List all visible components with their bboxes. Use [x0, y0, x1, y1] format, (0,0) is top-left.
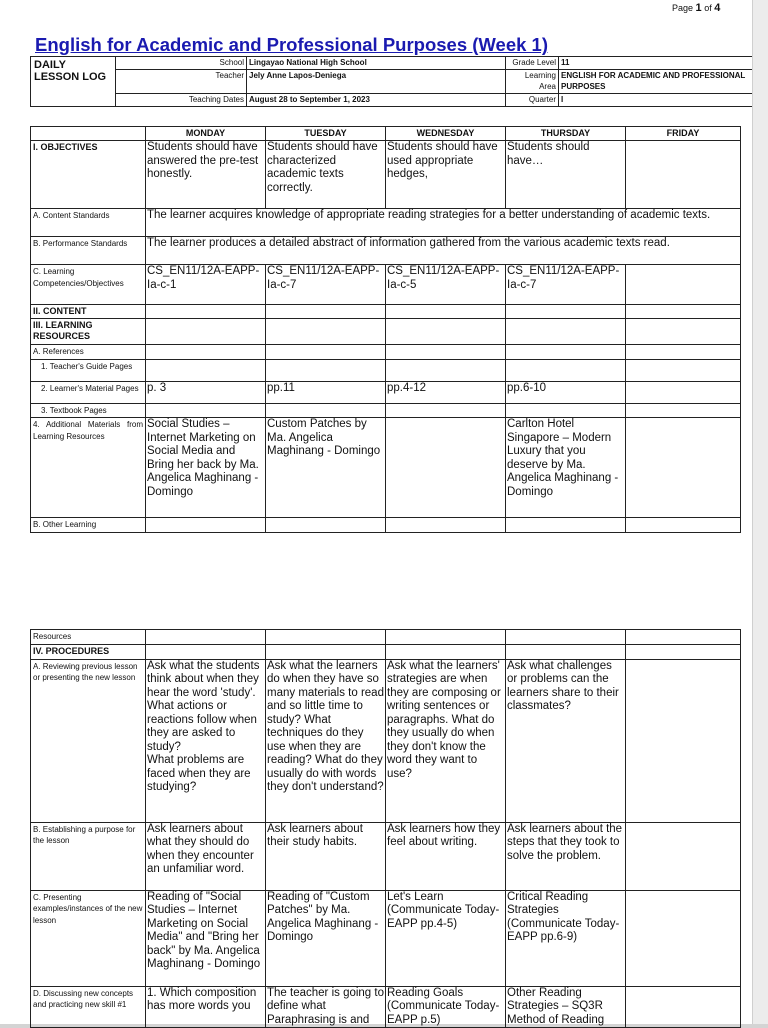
presenting-thursday: Critical Reading Strategies (Communicate Today-EAPP pp.6-9) — [506, 890, 626, 986]
table-row — [31, 630, 741, 645]
additional-wednesday — [386, 418, 506, 518]
competencies-monday: CS_EN11/12A-EAPP-Ia-c-1 — [146, 265, 266, 305]
row-label-content-standards: A. Content Standards — [31, 209, 146, 237]
establishing-tuesday: Ask learners about their study habits. — [266, 822, 386, 890]
area-value: ENGLISH FOR ACADEMIC AND PROFESSIONAL PURPOSES — [559, 70, 768, 94]
competencies-thursday: CS_EN11/12A-EAPP-Ia-c-7 — [506, 265, 626, 305]
lesson-table — [30, 126, 741, 533]
presenting-monday: Reading of "Social Studies – Internet Marketing on Social Media" and "Bring her back" by Ma. Angelica Maghinang - Domingo — [146, 890, 266, 986]
additional-friday — [626, 418, 741, 518]
header-table — [30, 56, 768, 107]
row-label-performance-standards: B. Performance Standards — [31, 237, 146, 265]
row-label-learning-resources: III. LEARNING RESOURCES — [31, 319, 146, 345]
corner-cell — [31, 127, 146, 141]
document-title: English for Academic and Professional Purposes (Week 1) — [35, 34, 549, 55]
establishing-thursday: Ask learners about the steps that they took to solve the problem. — [506, 822, 626, 890]
reviewing-thursday: Ask what challenges or problems can the learners share to their classmates? — [506, 659, 626, 822]
row-label-establishing: B. Establishing a purpose for the lesson — [31, 822, 146, 890]
teacher-value: Jely Anne Lapos-Deniega — [247, 70, 506, 94]
row-label-objectives: I. OBJECTIVES — [31, 141, 146, 209]
objectives-wednesday: Students should have used appropriate hedges, — [386, 141, 506, 209]
objectives-tuesday: Students should have characterized academic texts correctly. — [266, 141, 386, 209]
table-row — [31, 141, 741, 209]
objectives-thursday: Students should have… — [506, 141, 626, 209]
school-label: School — [116, 57, 247, 70]
discussing-wednesday: Reading Goals (Communicate Today-EAPP p.5) — [386, 986, 506, 1028]
table-row — [31, 345, 741, 360]
table-row — [31, 418, 741, 518]
lm-friday — [626, 381, 741, 403]
table-row — [31, 659, 741, 822]
lm-wednesday: pp.4-12 — [386, 381, 506, 403]
table-row — [31, 890, 741, 986]
grade-label: Grade Level — [506, 57, 559, 70]
row-label-textbook: 3. Textbook Pages — [31, 403, 146, 418]
establishing-wednesday: Ask learners how they feel about writing. — [386, 822, 506, 890]
page-of: of — [704, 3, 712, 13]
row-label-procedures: IV. PROCEDURES — [31, 644, 146, 659]
lm-thursday: pp.6-10 — [506, 381, 626, 403]
quarter-value: I — [559, 94, 768, 107]
competencies-wednesday: CS_EN11/12A-EAPP-Ia-c-5 — [386, 265, 506, 305]
quarter-label: Quarter — [506, 94, 559, 107]
objectives-friday — [626, 141, 741, 209]
grade-value: 11 — [559, 57, 768, 70]
competencies-friday — [626, 265, 741, 305]
school-value: Lingayao National High School — [247, 57, 506, 70]
presenting-friday — [626, 890, 741, 986]
reviewing-friday — [626, 659, 741, 822]
page-total: 4 — [714, 2, 721, 14]
dates-label: Teaching Dates — [116, 94, 247, 107]
discussing-thursday: Other Reading Strategies – SQ3R Method of Reading — [506, 986, 626, 1028]
additional-tuesday: Custom Patches by Ma. Angelica Maghinang - Domingo — [266, 418, 386, 518]
objectives-monday: Students should have answered the pre-test honestly. — [146, 141, 266, 209]
reviewing-wednesday: Ask what the learners' strategies are when they are composing or writing sentences or paragraphs. What do they usually do when they don't know the word they want to use? — [386, 659, 506, 822]
row-label-competencies: C. Learning Competencies/Objectives — [31, 265, 146, 305]
dll-label: DAILY LESSON LOG — [31, 57, 116, 107]
page-prefix: Page — [672, 3, 694, 13]
table-row — [31, 359, 741, 381]
reviewing-monday: Ask what the students think about when they hear the word 'study'. What actions or reactions follow when they are asked to study? What problems are faced when they are studying? — [146, 659, 266, 822]
table-row — [31, 265, 741, 305]
establishing-monday: Ask learners about what they should do when they encounter an unfamiliar word. — [146, 822, 266, 890]
vertical-scrollbar[interactable] — [752, 0, 768, 1024]
table-row — [31, 237, 741, 265]
table-row — [31, 518, 741, 533]
row-label-content: II. CONTENT — [31, 305, 146, 319]
table-row — [31, 319, 741, 345]
table-row — [31, 381, 741, 403]
competencies-tuesday: CS_EN11/12A-EAPP-Ia-c-7 — [266, 265, 386, 305]
row-label-discussing: D. Discussing new concepts and practicing new skill #1 — [31, 986, 146, 1028]
table-row — [31, 986, 741, 1028]
row-label-presenting: C. Presenting examples/instances of the new lesson — [31, 890, 146, 986]
table-row — [31, 822, 741, 890]
dates-value: August 28 to September 1, 2023 — [247, 94, 506, 107]
presenting-tuesday: Reading of "Custom Patches" by Ma. Angelica Maghinang - Domingo — [266, 890, 386, 986]
presenting-wednesday: Let's Learn (Communicate Today-EAPP pp.4-5) — [386, 890, 506, 986]
table-row — [31, 209, 741, 237]
row-label-teachers-guide: 1. Teacher's Guide Pages — [31, 359, 146, 381]
area-label: Learning Area — [506, 70, 559, 94]
row-label-references: A. References — [31, 345, 146, 360]
lm-tuesday: pp.11 — [266, 381, 386, 403]
day-header-wednesday: WEDNESDAY — [386, 127, 506, 141]
additional-thursday: Carlton Hotel Singapore – Modern Luxury that you deserve by Ma. Angelica Maghinang - Domingo — [506, 418, 626, 518]
table-row — [31, 644, 741, 659]
additional-monday: Social Studies – Internet Marketing on Social Media and Bring her back by Ma. Angelica Maghinang - Domingo — [146, 418, 266, 518]
reviewing-tuesday: Ask what the learners do when they have so many materials to read and so little time to study? What techniques do they use when they are reading? What do they usually do with words they don't understand? — [266, 659, 386, 822]
page-current: 1 — [695, 2, 702, 14]
row-label-other-learning: B. Other Learning — [31, 518, 146, 533]
row-label-reviewing: A. Reviewing previous lesson or presenting the new lesson — [31, 659, 146, 822]
performance-standards-text: The learner produces a detailed abstract of information gathered from the various academic texts read. — [146, 237, 741, 265]
day-header-friday: FRIDAY — [626, 127, 741, 141]
discussing-monday: 1. Which composition has more words you — [146, 986, 266, 1028]
day-header-tuesday: TUESDAY — [266, 127, 386, 141]
lesson-table-continued — [30, 629, 741, 1028]
establishing-friday — [626, 822, 741, 890]
day-header-monday: MONDAY — [146, 127, 266, 141]
row-label-additional-materials: 4. Additional Materials from Learning Resources — [31, 418, 146, 518]
day-header-thursday: THURSDAY — [506, 127, 626, 141]
row-label-learners-material: 2. Learner's Material Pages — [31, 381, 146, 403]
row-label-resources-continued: Resources — [31, 630, 146, 645]
table-row — [31, 403, 741, 418]
page-indicator — [672, 2, 720, 14]
lm-monday: p. 3 — [146, 381, 266, 403]
teacher-label: Teacher — [116, 70, 247, 94]
discussing-tuesday: The teacher is going to define what Paraphrasing is and — [267, 986, 384, 1026]
discussing-friday — [626, 986, 741, 1028]
content-standards-text: The learner acquires knowledge of appropriate reading strategies for a better understanding of academic texts. — [146, 209, 741, 237]
table-row — [31, 305, 741, 319]
